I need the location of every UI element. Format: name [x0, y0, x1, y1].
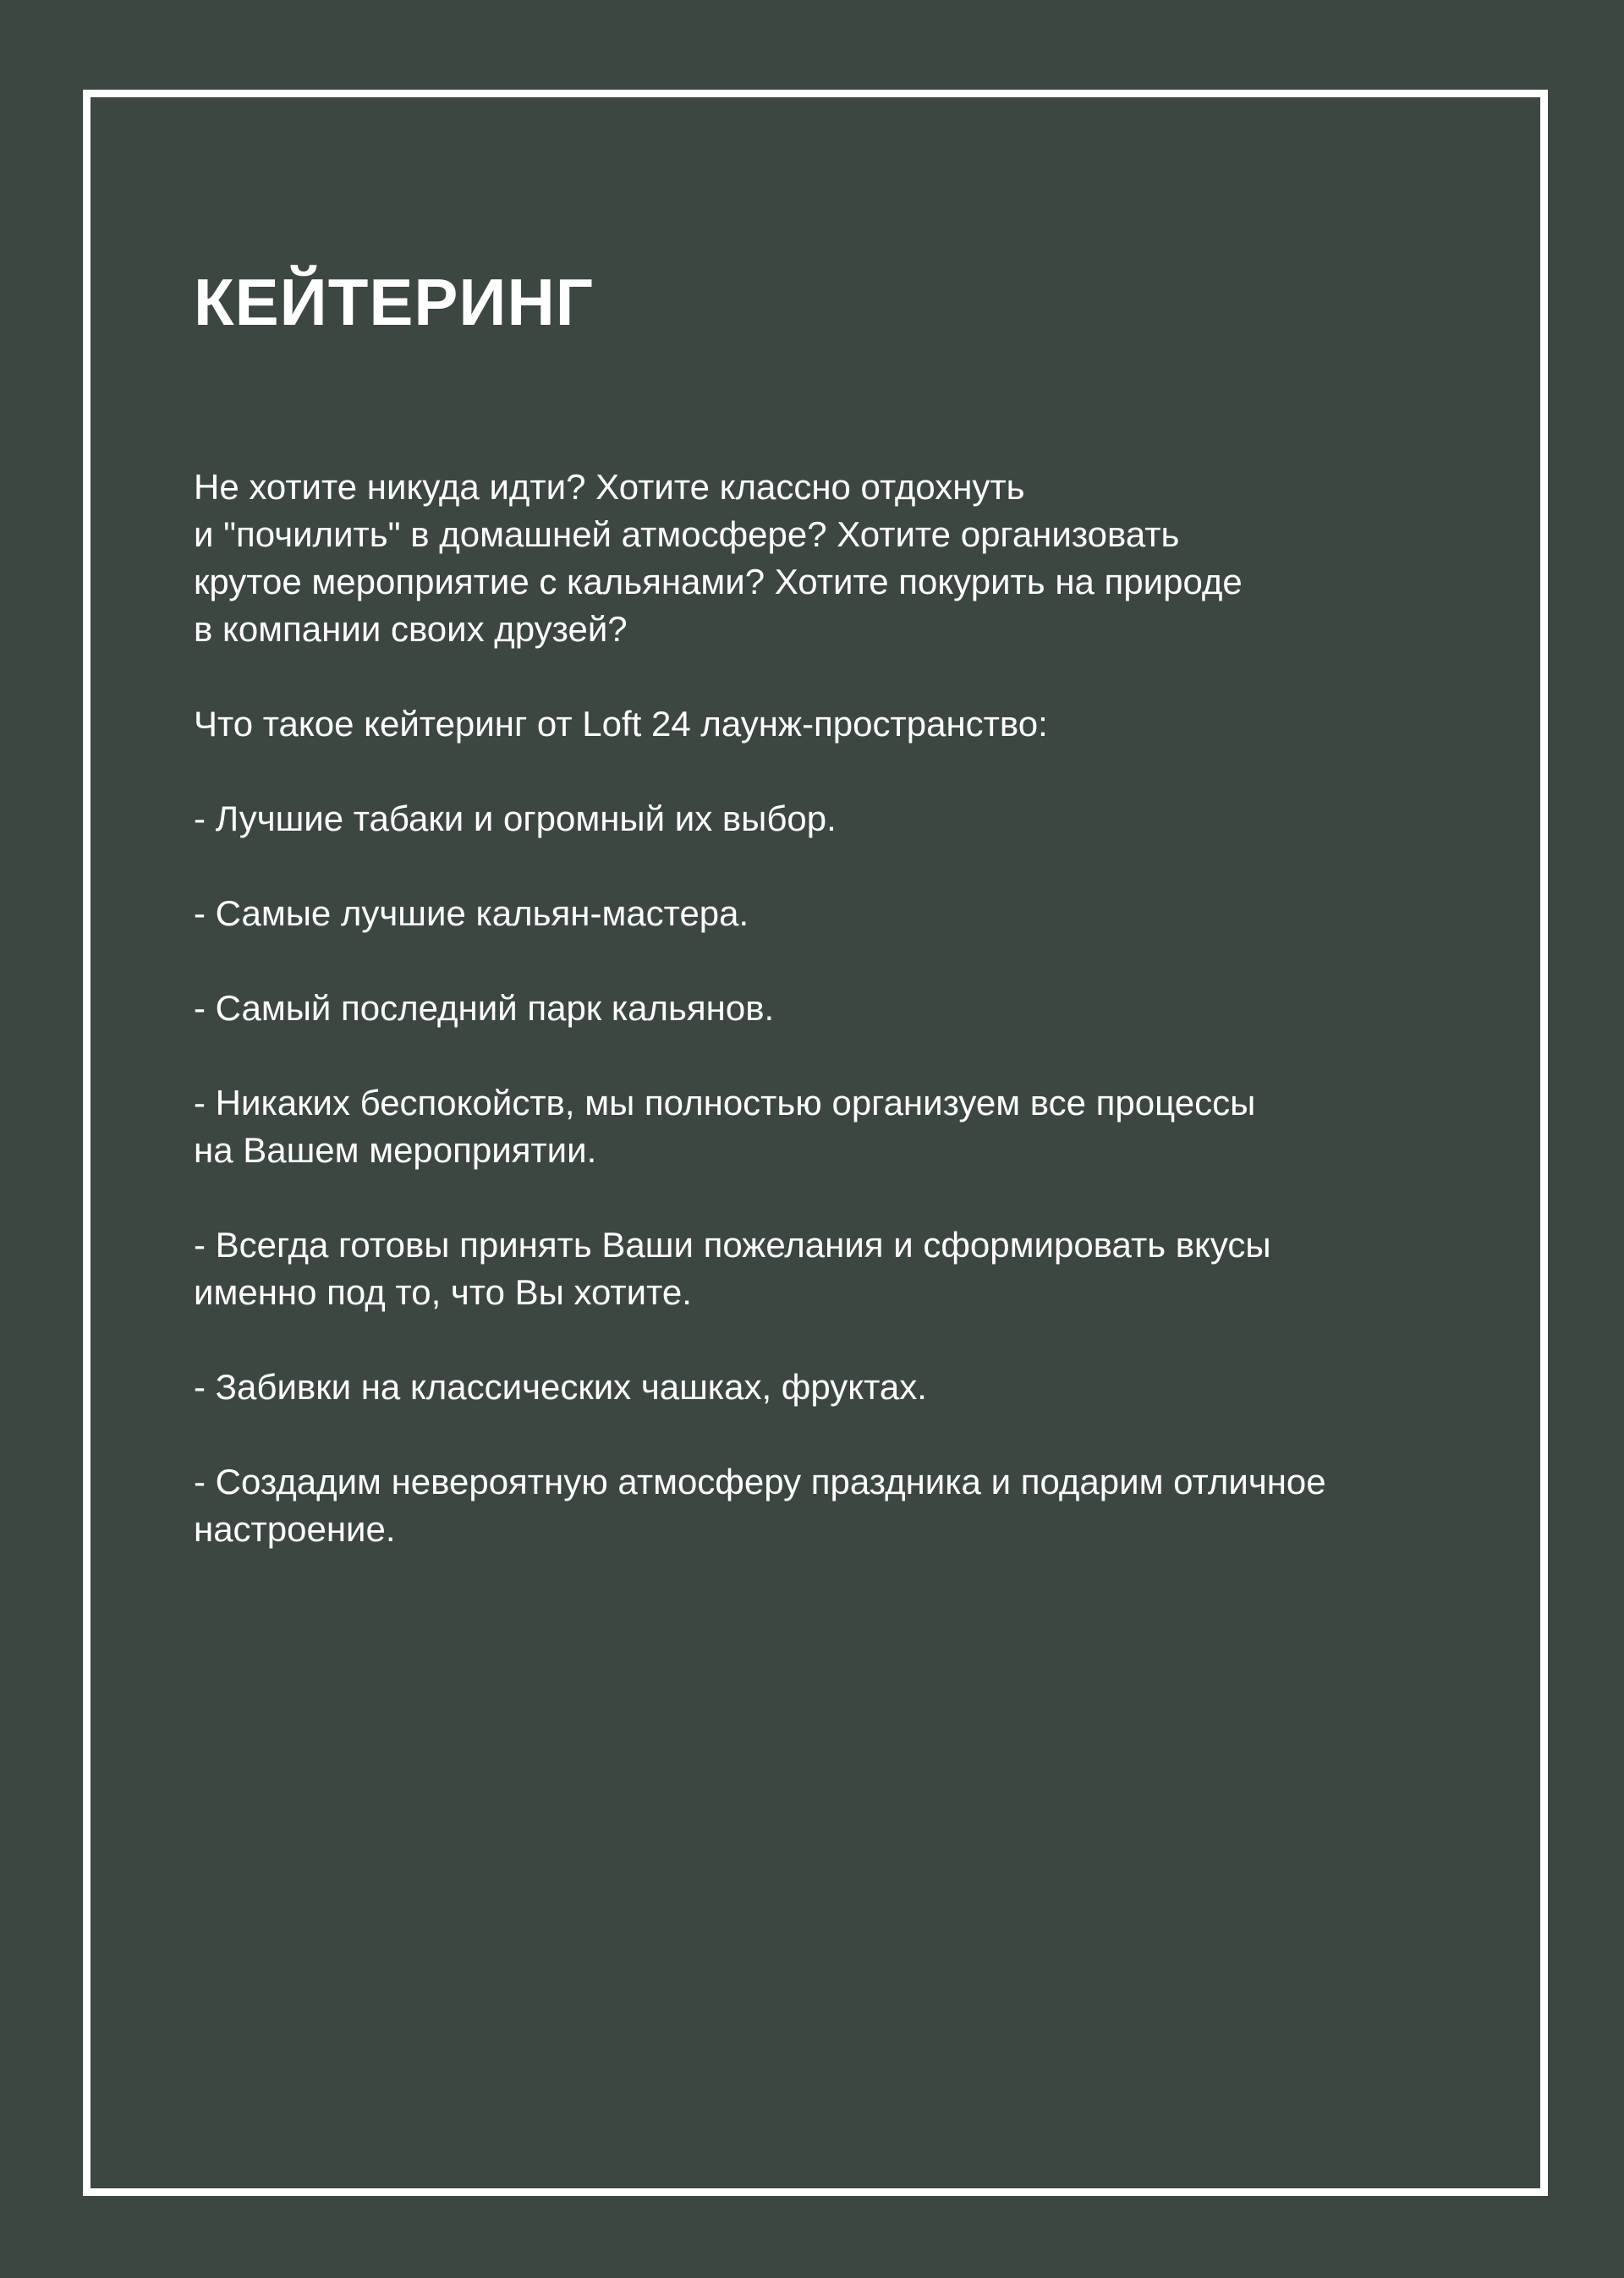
feature-item [194, 890, 1513, 937]
feature-line: - Забивки на классических чашках, фруктах. [194, 1367, 927, 1407]
question-line: Что такое кейтеринг от Loft 24 лаунж-пространство: [194, 704, 1048, 744]
feature-item [194, 1079, 1513, 1174]
feature-line: на Вашем мероприятии. [194, 1130, 597, 1170]
question-paragraph [194, 700, 1513, 748]
feature-line: - Самые лучшие кальян-мастера. [194, 893, 749, 933]
intro-line: Не хотите никуда идти? Хотите классно отдохнуть [194, 467, 1025, 507]
feature-line: - Никаких беспокойств, мы полностью организуем все процессы [194, 1083, 1256, 1123]
feature-line: именно под то, что Вы хотите. [194, 1272, 692, 1312]
feature-line: настроение. [194, 1509, 396, 1549]
feature-item [194, 795, 1513, 843]
feature-item [194, 985, 1513, 1032]
page-title: КЕЙТЕРИНГ [194, 265, 595, 339]
feature-line: - Лучшие табаки и огромный их выбор. [194, 799, 837, 838]
content-body [194, 464, 1513, 1600]
feature-line: - Самый последний парк кальянов. [194, 988, 775, 1028]
intro-line: в компании своих друзей? [194, 609, 628, 649]
feature-item [194, 1458, 1513, 1553]
intro-paragraph [194, 464, 1513, 653]
intro-line: крутое мероприятие с кальянами? Хотите покурить на природе [194, 562, 1243, 601]
feature-item [194, 1221, 1513, 1316]
intro-line: и "почилить" в домашней атмосфере? Хотите организовать [194, 514, 1180, 554]
feature-line: - Создадим невероятную атмосферу праздника и подарим отличное [194, 1462, 1326, 1501]
feature-item [194, 1364, 1513, 1411]
feature-line: - Всегда готовы принять Ваши пожелания и сформировать вкусы [194, 1225, 1271, 1265]
